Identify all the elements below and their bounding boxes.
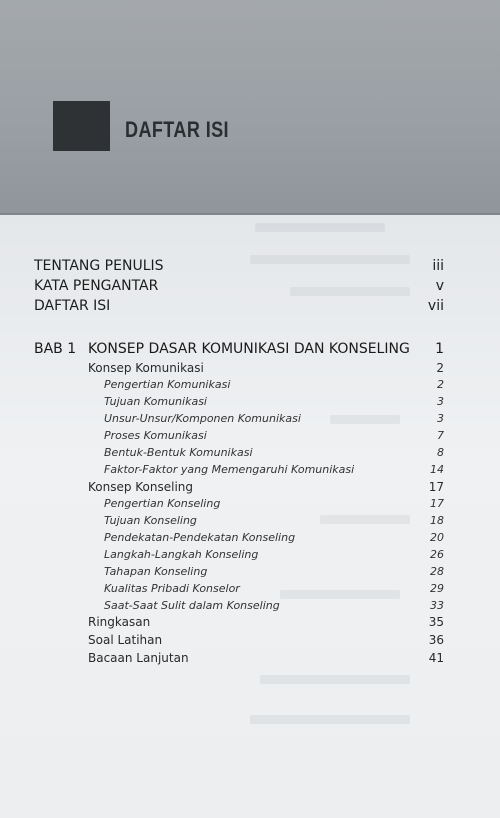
toc-entry-page: v [435,278,444,294]
toc-entry-label: TENTANG PENULIS [34,258,164,274]
toc-entry-label: Kualitas Pribadi Konselor [104,582,240,595]
toc-entry-page: 2 [436,361,444,375]
toc-entry-label: Unsur-Unsur/Komponen Komunikasi [104,412,301,425]
bleed-through-line [330,415,400,424]
bleed-through-line [250,715,410,724]
toc-entry-page: 8 [437,446,444,459]
toc-entry-label: Proses Komunikasi [104,429,207,442]
bleed-through-line [290,287,410,296]
toc-entry-label: Konsep Komunikasi [88,361,204,375]
bleed-through-line [255,223,385,232]
toc-entry-page: 36 [428,633,444,647]
toc-entry-label: Tujuan Konseling [104,514,197,527]
toc-entry-label: Pendekatan-Pendekatan Konseling [104,531,296,544]
toc-entry-label: Tujuan Komunikasi [104,395,207,408]
toc-entry-label: Saat-Saat Sulit dalam Konseling [104,599,280,612]
toc-entry-page: 3 [437,412,444,425]
toc-entry-label: Faktor-Faktor yang Memengaruhi Komunikasi [104,463,355,476]
toc-entry-page: vii [427,298,444,314]
toc-entry-page: 14 [430,463,444,476]
toc-entry-page: 18 [430,514,444,527]
bleed-through-line [260,675,410,684]
toc-entry-label: Langkah-Langkah Konseling [104,548,259,561]
toc-entry-page: 41 [428,651,444,665]
toc-entry-page: 17 [428,480,444,494]
title-marker-block [53,101,110,151]
toc-entry-page: iii [432,258,444,274]
toc-entry-label: Bentuk-Bentuk Komunikasi [104,446,253,459]
bleed-through-line [320,515,410,524]
toc-entry-label: Bacaan Lanjutan [88,651,189,665]
chapter-page: 1 [435,341,444,357]
toc-entry-page: 29 [430,582,444,595]
toc-entry-label: Soal Latihan [88,633,163,647]
toc-entry-page: 20 [430,531,444,544]
toc-entry-label: Konsep Konseling [88,480,194,494]
toc-entry-label: Pengertian Komunikasi [104,378,231,391]
toc-entry-page: 2 [437,378,444,391]
toc-entry-label: Pengertian Konseling [104,497,221,510]
chapter-title: KONSEP DASAR KOMUNIKASI DAN KONSELING [88,341,410,357]
toc-entry-page: 35 [428,615,444,629]
page-title: DAFTAR ISI [125,117,229,142]
toc-entry-page: 7 [437,429,444,442]
bleed-through-line [280,590,400,599]
toc-entry-label: KATA PENGANTAR [34,278,159,294]
toc-entry-page: 26 [430,548,444,561]
toc-entry-label: Ringkasan [88,615,151,629]
toc-entry-label: Tahapan Konseling [104,565,208,578]
bleed-through-line [250,255,410,264]
toc-entry-page: 33 [430,599,444,612]
toc-entry-page: 3 [437,395,444,408]
chapter-number: BAB 1 [34,341,77,357]
toc-entry-page: 28 [430,565,444,578]
toc-entry-page: 17 [430,497,444,510]
toc-entry-label: DAFTAR ISI [34,298,111,314]
